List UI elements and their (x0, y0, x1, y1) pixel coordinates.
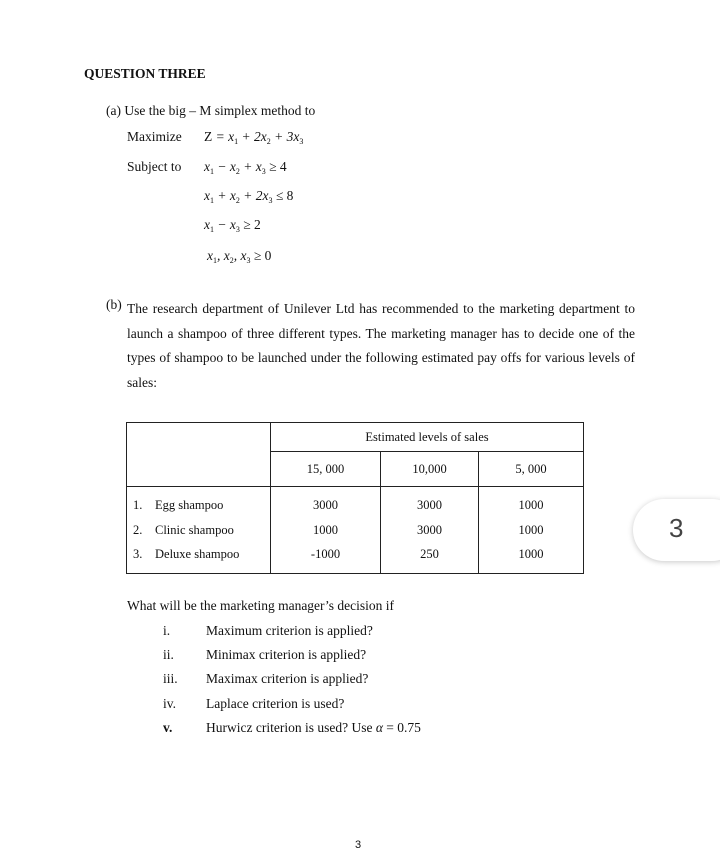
page-footer-number: 3 (355, 839, 362, 851)
criterion-item: i. Maximum criterion is applied? (163, 623, 373, 638)
table-cell: -1000 (310, 547, 341, 561)
criterion-item: ii. Minimax criterion is applied? (163, 647, 367, 662)
criterion-item: iii. Maximax criterion is applied? (163, 671, 369, 686)
criterion-item: v. Hurwicz criterion is used? Use α = 0.75 (163, 720, 421, 735)
constraint-2: $x_1 + x_2 + 2x_3 \le 8$ (204, 188, 294, 205)
objective-function: $Z = x_1 + 2x_2 + 3x_3$ (204, 129, 304, 146)
page-number-badge[interactable] (633, 499, 720, 561)
payoff-column-10000 (381, 487, 479, 574)
constraint-1: $x_1 - x_2 + x_3 \ge 4$ (204, 159, 287, 176)
objective-label: Maximize (127, 129, 182, 144)
table-cell: 1000 (518, 522, 544, 537)
page-number-badge-label: 3 (669, 513, 684, 543)
non-negativity-constraint: $x_1$, $x_2$, $x_3 \ge 0$ (207, 248, 272, 265)
table-cell: 3000 (313, 498, 338, 512)
table-cell: 1000 (313, 522, 338, 537)
payoff-column-5000 (479, 487, 584, 574)
table-row-label: 1. Egg shampoo (133, 498, 224, 512)
strategy-column (127, 487, 271, 574)
part-a-label: (a) (106, 103, 121, 118)
table-corner-cell (127, 423, 271, 487)
part-b-label: (b) (106, 297, 122, 312)
subject-to-label: Subject to (127, 159, 182, 174)
part-a-intro: Use the big – M simplex method to (124, 103, 316, 118)
part-a-line (106, 103, 315, 119)
part-b-paragraph: The research department of Unilever Ltd has recommended to the marketing department to launch a shampoo of three different types. The marketing manager has to decide one of the types of shampoo to be launched under the following estimated pay offs for various levels of sales: (127, 301, 635, 390)
table-cell: 3000 (417, 498, 442, 512)
payoff-column-15000 (271, 487, 381, 574)
decision-prompt: What will be the marketing manager’s decision if (127, 598, 395, 613)
column-header: 10,000 (381, 452, 479, 487)
criterion-item: iv. Laplace criterion is used? (163, 696, 345, 711)
table-cell: 250 (420, 547, 439, 561)
table-cell: 3000 (417, 522, 442, 537)
question-heading: QUESTION THREE (84, 66, 206, 81)
column-header: 5, 000 (479, 452, 584, 487)
table-cell: 1000 (518, 498, 544, 512)
table-cell: 1000 (518, 547, 544, 561)
table-row-label: 2. Clinic shampoo (133, 522, 234, 537)
constraint-3: $x_1 - x_3 \ge 2$ (204, 217, 261, 234)
table-group-header: Estimated levels of sales (271, 423, 584, 452)
column-header: 15, 000 (271, 452, 381, 487)
payoff-table (126, 422, 584, 574)
table-row-label: 3. Deluxe shampoo (133, 547, 240, 561)
